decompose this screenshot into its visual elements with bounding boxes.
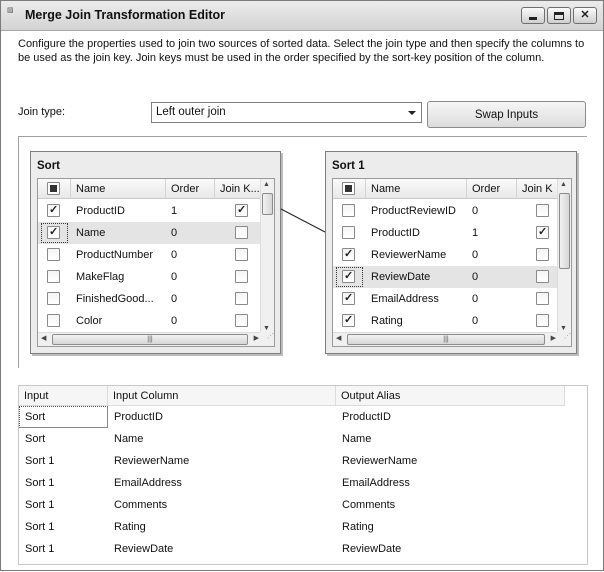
column-name: Name <box>76 227 106 239</box>
close-button[interactable] <box>573 7 597 24</box>
output-alias-cell[interactable]: ReviewDate <box>342 543 402 555</box>
table-row[interactable] <box>19 472 589 494</box>
grid-header <box>19 386 565 406</box>
table-row[interactable] <box>19 538 589 560</box>
column-header-join-key[interactable]: Join K... <box>215 179 262 199</box>
table-row[interactable] <box>19 406 589 428</box>
column-name: ProductID <box>76 205 125 217</box>
table-row[interactable] <box>333 244 559 266</box>
column-checkbox[interactable] <box>342 204 355 217</box>
output-alias-cell[interactable]: Name <box>342 433 372 445</box>
column-header-join-key[interactable]: Join K <box>517 179 559 199</box>
column-name: ReviewerName <box>371 249 447 261</box>
table-row[interactable] <box>38 288 262 310</box>
input-cell[interactable]: Sort 1 <box>25 499 55 511</box>
column-order: 0 <box>171 227 178 239</box>
table-row[interactable] <box>19 428 589 450</box>
join-key-checkbox[interactable] <box>536 314 549 327</box>
column-header-input-column[interactable]: Input Column <box>108 386 336 406</box>
sort-input-table[interactable] <box>30 151 281 354</box>
join-key-checkbox[interactable] <box>235 248 248 261</box>
minimize-icon <box>529 17 537 20</box>
column-name: Rating <box>371 315 403 327</box>
output-alias-cell[interactable]: ProductID <box>342 411 391 423</box>
table-title: Sort <box>37 160 60 172</box>
select-all-checkbox[interactable] <box>47 182 60 195</box>
column-checkbox[interactable] <box>47 270 60 283</box>
column-grid <box>332 178 572 347</box>
column-name: ProductID <box>371 227 420 239</box>
resize-grip-icon[interactable]: ⋰ <box>260 332 274 346</box>
column-order: 0 <box>472 293 479 305</box>
input-cell[interactable]: Sort <box>25 411 46 423</box>
scroll-left-icon[interactable]: ◀ <box>41 335 47 342</box>
resize-grip-icon[interactable]: ⋰ <box>557 332 571 346</box>
join-key-checkbox[interactable] <box>235 292 248 305</box>
column-order: 0 <box>171 249 178 261</box>
title-bar[interactable] <box>1 1 603 31</box>
scroll-right-icon[interactable]: ▶ <box>253 335 259 342</box>
column-name: MakeFlag <box>76 271 125 283</box>
join-type-value: Left outer join <box>156 106 226 118</box>
input-column-cell[interactable]: Rating <box>114 521 146 533</box>
column-checkbox[interactable] <box>47 292 60 305</box>
input-column-cell[interactable]: Name <box>114 433 144 445</box>
table-row[interactable] <box>333 266 559 288</box>
output-alias-cell[interactable]: Rating <box>342 521 374 533</box>
column-order: 1 <box>472 227 479 239</box>
column-order: 0 <box>472 205 479 217</box>
scroll-up-icon[interactable]: ▲ <box>560 181 567 188</box>
table-row[interactable] <box>38 222 262 244</box>
column-order: 0 <box>171 271 178 283</box>
vertical-scrollbar[interactable] <box>557 179 571 334</box>
column-order: 0 <box>171 293 178 305</box>
column-checkbox[interactable] <box>47 248 60 261</box>
column-name: ProductNumber <box>76 249 154 261</box>
scroll-right-icon[interactable]: ▶ <box>550 335 556 342</box>
window-title: Merge Join Transformation Editor <box>25 8 226 22</box>
table-row[interactable] <box>38 244 262 266</box>
input-column-cell[interactable]: EmailAddress <box>114 477 182 489</box>
column-checkbox[interactable] <box>342 292 355 305</box>
scroll-thumb[interactable] <box>262 193 273 215</box>
grid-header <box>38 179 262 199</box>
column-name: ReviewDate <box>371 271 431 283</box>
column-order: 0 <box>472 271 479 283</box>
maximize-icon <box>554 12 564 20</box>
table-row[interactable] <box>19 516 589 538</box>
scroll-thumb[interactable]: ||| <box>347 334 545 345</box>
column-header-name[interactable]: Name <box>366 179 467 199</box>
instructions-text: Configure the properties used to join two sources of sorted data. Select the join type and then specify the columns to be used as the join key. Join keys must be used in the order specified by the sort-key position of the column. <box>18 38 585 64</box>
table-row[interactable] <box>333 222 559 244</box>
column-checkbox[interactable] <box>47 204 60 217</box>
vertical-scrollbar[interactable] <box>260 179 274 334</box>
table-title: Sort 1 <box>332 160 365 172</box>
join-key-checkbox[interactable] <box>235 314 248 327</box>
join-key-checkbox[interactable] <box>536 270 549 283</box>
join-key-checkbox[interactable] <box>536 226 549 239</box>
join-key-checkbox[interactable] <box>536 292 549 305</box>
output-alias-cell[interactable]: EmailAddress <box>342 477 410 489</box>
scroll-down-icon[interactable]: ▼ <box>560 325 567 332</box>
join-type-select[interactable] <box>151 102 422 123</box>
input-column-cell[interactable]: ReviewerName <box>114 455 190 467</box>
column-order: 1 <box>171 205 178 217</box>
divider <box>18 136 19 368</box>
select-all-checkbox[interactable] <box>342 182 355 195</box>
maximize-button[interactable] <box>547 7 571 24</box>
join-key-checkbox[interactable] <box>235 226 248 239</box>
table-row[interactable] <box>19 494 589 516</box>
output-alias-cell[interactable]: Comments <box>342 499 396 511</box>
scroll-thumb[interactable] <box>559 193 570 269</box>
column-name: EmailAddress <box>371 293 439 305</box>
join-key-checkbox[interactable] <box>235 270 248 283</box>
column-order: 0 <box>171 315 178 327</box>
window-controls <box>521 7 597 24</box>
column-grid <box>37 178 275 347</box>
horizontal-scrollbar[interactable] <box>333 332 559 346</box>
sort1-input-table[interactable] <box>325 151 577 354</box>
column-order: 0 <box>472 249 479 261</box>
input-cell[interactable]: Sort 1 <box>25 543 55 555</box>
scroll-up-icon[interactable]: ▲ <box>263 181 270 188</box>
input-cell[interactable]: Sort 1 <box>25 521 55 533</box>
divider <box>18 136 587 137</box>
column-checkbox[interactable] <box>47 226 60 239</box>
table-row[interactable] <box>333 200 559 222</box>
input-column-cell[interactable]: Comments <box>114 499 168 511</box>
input-column-cell[interactable]: ProductID <box>114 411 163 423</box>
grid-header <box>333 179 559 199</box>
column-checkbox[interactable] <box>342 270 355 283</box>
join-key-checkbox[interactable] <box>536 248 549 261</box>
join-key-checkbox[interactable] <box>536 204 549 217</box>
input-cell[interactable]: Sort <box>25 433 46 445</box>
join-type-label: Join type: <box>18 106 66 118</box>
scroll-left-icon[interactable]: ◀ <box>336 335 342 342</box>
column-header-output-alias[interactable]: Output Alias <box>336 386 565 406</box>
input-column-cell[interactable]: ReviewDate <box>114 543 174 555</box>
column-header-order[interactable]: Order <box>467 179 517 199</box>
column-checkbox[interactable] <box>342 314 355 327</box>
column-header-order[interactable]: Order <box>166 179 215 199</box>
table-row[interactable] <box>19 450 589 472</box>
column-order: 0 <box>472 315 479 327</box>
table-row[interactable] <box>38 266 262 288</box>
select-all-header[interactable] <box>333 179 366 199</box>
join-key-checkbox[interactable] <box>235 204 248 217</box>
column-header-name[interactable]: Name <box>71 179 166 199</box>
table-row[interactable] <box>333 288 559 310</box>
column-name: Color <box>76 315 103 327</box>
table-row[interactable] <box>38 310 262 332</box>
horizontal-scrollbar[interactable] <box>38 332 262 346</box>
close-icon: ✕ <box>580 9 590 21</box>
scroll-down-icon[interactable]: ▼ <box>263 325 270 332</box>
window-icon: ▨ <box>7 7 14 14</box>
column-checkbox[interactable] <box>342 226 355 239</box>
swap-inputs-button[interactable]: Swap Inputs <box>427 101 586 128</box>
output-columns-grid[interactable] <box>18 385 588 565</box>
column-checkbox[interactable] <box>342 248 355 261</box>
table-row[interactable] <box>38 200 262 222</box>
scroll-thumb[interactable]: ||| <box>52 334 248 345</box>
select-all-header[interactable] <box>38 179 71 199</box>
column-name: ProductReviewID <box>371 205 456 217</box>
chevron-down-icon <box>405 104 419 121</box>
output-alias-cell[interactable]: ReviewerName <box>342 455 418 467</box>
input-cell[interactable]: Sort 1 <box>25 477 55 489</box>
table-row[interactable] <box>333 310 559 332</box>
minimize-button[interactable] <box>521 7 545 24</box>
input-cell[interactable]: Sort 1 <box>25 455 55 467</box>
column-header-input[interactable]: Input <box>19 386 108 406</box>
column-checkbox[interactable] <box>47 314 60 327</box>
column-name: FinishedGood... <box>76 293 154 305</box>
